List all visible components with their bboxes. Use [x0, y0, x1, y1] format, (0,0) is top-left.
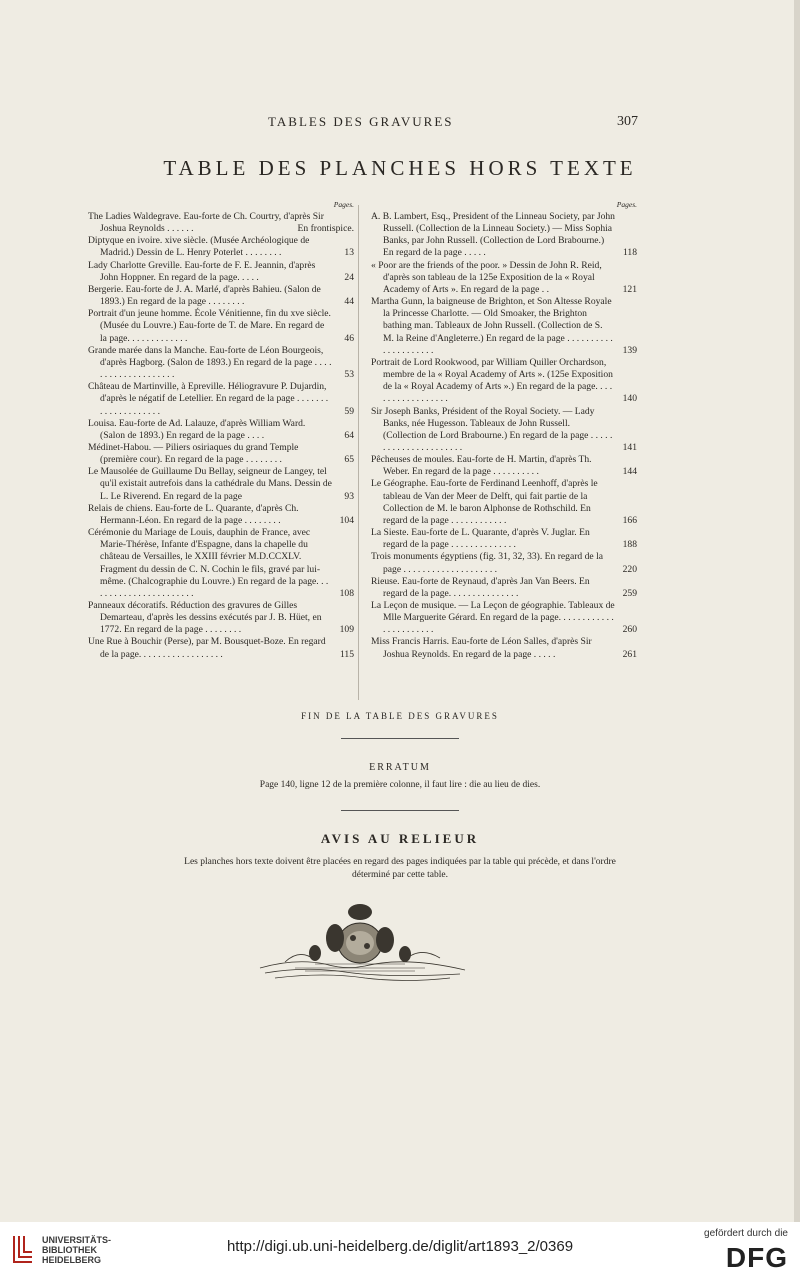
plate-entry-text: Portrait de Lord Rookwood, par William Quiller Orchardson, membre de la « Royal Academy of Arts ». (125e Exposition de la « Royal Academy of Arts ».) En regard de la page. . . . . . . . . . . . . . . . . . — [371, 356, 613, 405]
plate-entry-text: Le Géographe. Eau-forte de Ferdinand Leenhoff, d'après le tableau de Van der Meer de Delft, qui fait partie de la Collection de M. le baron Alphonse de Rothschild. En regard de la page . . . . . . . . . . . . — [371, 478, 598, 526]
page-number: 307 — [617, 114, 638, 129]
plate-entry-page: 140 — [622, 393, 637, 405]
plate-entry — [371, 260, 637, 296]
plate-entry — [88, 636, 354, 660]
plate-entry-text: Grande marée dans la Manche. Eau-forte de Léon Bourgeois, d'après Hagborg. (Salon de 1893.) En regard de la page . . . . . . . . . . . . . . . . . . . . — [88, 344, 332, 381]
erratum-text: Page 140, ligne 12 de la première colonne, il faut lire : die au lieu de dies. — [259, 780, 541, 790]
plate-entry — [88, 260, 354, 284]
plate-entry-page: 118 — [622, 247, 637, 259]
avis-text: Les planches hors texte doivent être placées en regard des pages indiquées par la table qui précède, et dans l'ordre déterminé par cette table. — [184, 857, 616, 880]
plate-entry-page: 59 — [344, 405, 354, 417]
plate-entry — [88, 527, 354, 600]
plate-entry — [88, 600, 354, 636]
plate-entry — [88, 308, 354, 344]
plate-entry-text: Sir Joseph Banks, Président of the Royal Society. — Lady Banks, née Hugesson. Tableaux de John Russell. (Collection de Lord Brabourne.) En regard de la page . . . . . . . . . . . . . . . . . . . . . . — [371, 405, 613, 453]
plate-entry-page: 13 — [344, 247, 354, 259]
plate-entry — [88, 442, 354, 466]
plate-entry-page: 139 — [622, 344, 637, 356]
divider-rule-1 — [341, 738, 459, 739]
plate-entry-page: 44 — [344, 296, 354, 308]
plate-entry — [88, 284, 354, 308]
plate-entry — [371, 600, 637, 636]
page-spine-edge — [794, 0, 800, 1222]
plate-entry-text: Lady Charlotte Greville. Eau-forte de F. E. Jeannin, d'après John Hoppner. En regard de la page. . . . . — [88, 259, 316, 283]
plate-entry-text: Miss Francis Harris. Eau-forte de Léon Salles, d'après Sir Joshua Reynolds. En regard de la page . . . . . — [371, 636, 592, 660]
plate-entry — [88, 466, 354, 502]
library-name-line-3: HEIDELBERG — [42, 1255, 102, 1265]
end-of-table-note: FIN DE LA TABLE DES GRAVURES — [301, 711, 499, 721]
plate-entry — [371, 551, 637, 575]
plate-entry-text: Château de Martinville, à Epreville. Héliogravure P. Dujardin, d'après le négatif de Letellier. En regard de la page . . . . . . . . . . . . . . . . . . . . — [88, 381, 329, 417]
plate-entry-page: 109 — [339, 624, 354, 636]
plate-entry-text: Portrait d'un jeune homme. École Vénitienne, fin du xve siècle. (Musée du Louvre.) Eau-forte de T. de Mare. En regard de la page. . . . . . . . . . . . . — [88, 308, 331, 344]
pages-column-label: Pages. — [333, 200, 354, 209]
funding-label: gefördert durch die — [704, 1228, 788, 1239]
plate-entry-text: Cérémonie du Mariage de Louis, dauphin de France, avec Marie-Thérèse, Infante d'Espagne, dans la chapelle du château de Versailles, le XXIII février M.D.CCXLV. Fragment du dessin de C. N. Cochin le fils, gravé par lui-même. (Chalcographie du Louvre.) En regard de la page. . . . . . . . . . . . . . . . . . . . . . . — [88, 527, 329, 599]
plate-entry-page: En frontispice. — [297, 223, 354, 235]
plate-entry — [88, 211, 354, 235]
plate-entry — [371, 478, 637, 527]
left-entry-list — [88, 211, 354, 661]
column-divider — [358, 205, 359, 700]
right-column — [371, 199, 637, 661]
plate-entry — [88, 345, 354, 381]
plate-entry-page: 104 — [339, 514, 354, 526]
plate-entry — [371, 357, 637, 406]
plate-entry-text: Panneaux décoratifs. Réduction des gravures de Gilles Demarteau, d'après les dessins exécutés par J. B. Hüet, en 1772. En regard de la page . . . . . . . . — [88, 600, 322, 636]
plate-entry-text: Louisa. Eau-forte de Ad. Lalauze, d'après William Ward. (Salon de 1893.) En regard de la page . . . . — [88, 417, 306, 441]
plate-entry-page: 24 — [344, 271, 354, 283]
plate-entry — [371, 296, 637, 357]
plate-entry-page: 260 — [622, 624, 637, 636]
plate-entry — [371, 576, 637, 600]
right-entry-list — [371, 211, 637, 661]
plate-entry-page: 53 — [344, 369, 354, 381]
plate-entry-text: Relais de chiens. Eau-forte de L. Quarante, d'après Ch. Hermann-Léon. En regard de la page . . . . . . . . — [88, 502, 299, 526]
plate-entry-text: Le Mausolée de Guillaume Du Bellay, seigneur de Langey, tel qu'il existait autrefois dans la cathédrale du Mans. Dessin de L. Le Riverend. En regard de la page — [88, 466, 332, 502]
plate-entry — [371, 406, 637, 455]
plate-entry-page: 220 — [622, 563, 637, 575]
plate-entry-text: Une Rue à Bouchir (Perse), par M. Bousquet-Boze. En regard de la page. . . . . . . . . . . . . . . . . . — [88, 636, 326, 660]
plate-entry-page: 166 — [622, 514, 637, 526]
dfg-logo: DFG — [725, 1242, 788, 1273]
pages-column-label-right: Pages. — [616, 200, 637, 209]
left-column — [88, 199, 354, 661]
plate-entry-text: « Poor are the friends of the poor. » Dessin de John R. Reid, d'après son tableau de la 125e Exposition de la « Royal Academy of Arts ». En regard de la page . . — [371, 259, 602, 295]
plate-entry-page: 64 — [344, 429, 354, 441]
plate-entry-text: Martha Gunn, la baigneuse de Brighton, et Son Altesse Royale la Princesse Charlotte. — Old Smoaker, the Brighton bathing man. Tableaux de John Russell. (Collection de S. M. la Reine d'Angleterre.) En regard de la page . . . . . . . . . . . . . . . . . . . . . — [371, 296, 613, 356]
avis-heading: AVIS AU RELIEUR — [320, 831, 480, 846]
footer-bar — [0, 1222, 800, 1278]
plate-entry-page: 121 — [622, 283, 637, 295]
erratum-heading: ERRATUM — [369, 762, 431, 773]
plate-entry-page: 259 — [622, 587, 637, 599]
plate-entry-text: Bergerie. Eau-forte de J. A. Marlé, d'après Bahieu. (Salon de 1893.) En regard de la page . . . . . . . . — [88, 283, 321, 308]
plate-entry-text: A. B. Lambert, Esq., President of the Linneau Society, par John Russell. (Collection de la Linneau Society.) — Miss Sophia Banks, par John Russell. (Collection de Lord Brabourne.) En regard de la page . . . . . — [371, 211, 615, 259]
library-name-line-1: UNIVERSITÄTS- — [42, 1235, 112, 1245]
plate-entry — [371, 454, 637, 478]
library-name-line-2: BIBLIOTHEK — [42, 1245, 97, 1255]
plate-entry — [371, 636, 637, 660]
plate-entry — [88, 503, 354, 527]
plate-entry — [88, 381, 354, 417]
plate-entry-text: La Sieste. Eau-forte de L. Quarante, d'après V. Juglar. En regard de la page . . . . . . . . . . . . . . — [371, 527, 590, 551]
engraved-vignette — [255, 898, 470, 988]
plate-entry — [371, 527, 637, 551]
plate-entry-page: 108 — [339, 587, 354, 599]
permalink-url[interactable]: http://digi.ub.uni-heidelberg.de/diglit/art1893_2/0369 — [226, 1238, 574, 1255]
plate-entry-page: 115 — [339, 648, 354, 660]
plate-entry-text: Rieuse. Eau-forte de Reynaud, d'après Jan Van Beers. En regard de la page. . . . . . . . . . . . . . . — [371, 575, 590, 599]
plate-entry-page: 141 — [622, 441, 637, 453]
plate-entry-page: 46 — [344, 332, 354, 344]
plate-entry-page: 188 — [622, 539, 637, 551]
divider-rule-2 — [341, 810, 459, 811]
plate-entry-page: 65 — [344, 454, 354, 466]
plate-entry-text: Médinet-Habou. — Piliers osiriaques du grand Temple (première cour). En regard de la page . . . . . . . . — [88, 441, 299, 466]
plate-entry-page: 144 — [622, 466, 637, 478]
plate-entry-page: 261 — [622, 648, 637, 660]
plate-entry — [371, 211, 637, 260]
plate-entry — [88, 235, 354, 259]
page-title: TABLE DES PLANCHES HORS TEXTE — [163, 156, 637, 180]
plate-entry-text: La Leçon de musique. — La Leçon de géographie. Tableaux de Mlle Marguerite Gérard. En regard de la page. . . . . . . . . . . . . . . . . . . . . . . — [371, 600, 615, 636]
plate-entry — [88, 418, 354, 442]
plate-entry-page: 93 — [344, 490, 354, 502]
plate-entry-text: The Ladies Waldegrave. Eau-forte de Ch. Courtry, d'après Sir Joshua Reynolds . . . . . . — [88, 211, 324, 235]
plate-entry-text: Pêcheuses de moules. Eau-forte de H. Martin, d'après Th. Weber. En regard de la page . . . . . . . . . . — [371, 454, 592, 478]
running-title: TABLES DES GRAVURES — [268, 114, 454, 129]
plate-entry-text: Diptyque en ivoire. xive siècle. (Musée Archéologique de Madrid.) Dessin de L. Henry Poterlet . . . . . . . . — [88, 235, 310, 259]
plate-entry-text: Trois monuments égyptiens (fig. 31, 32, 33). En regard de la page . . . . . . . . . . . . . . . . . . . . — [371, 551, 603, 575]
